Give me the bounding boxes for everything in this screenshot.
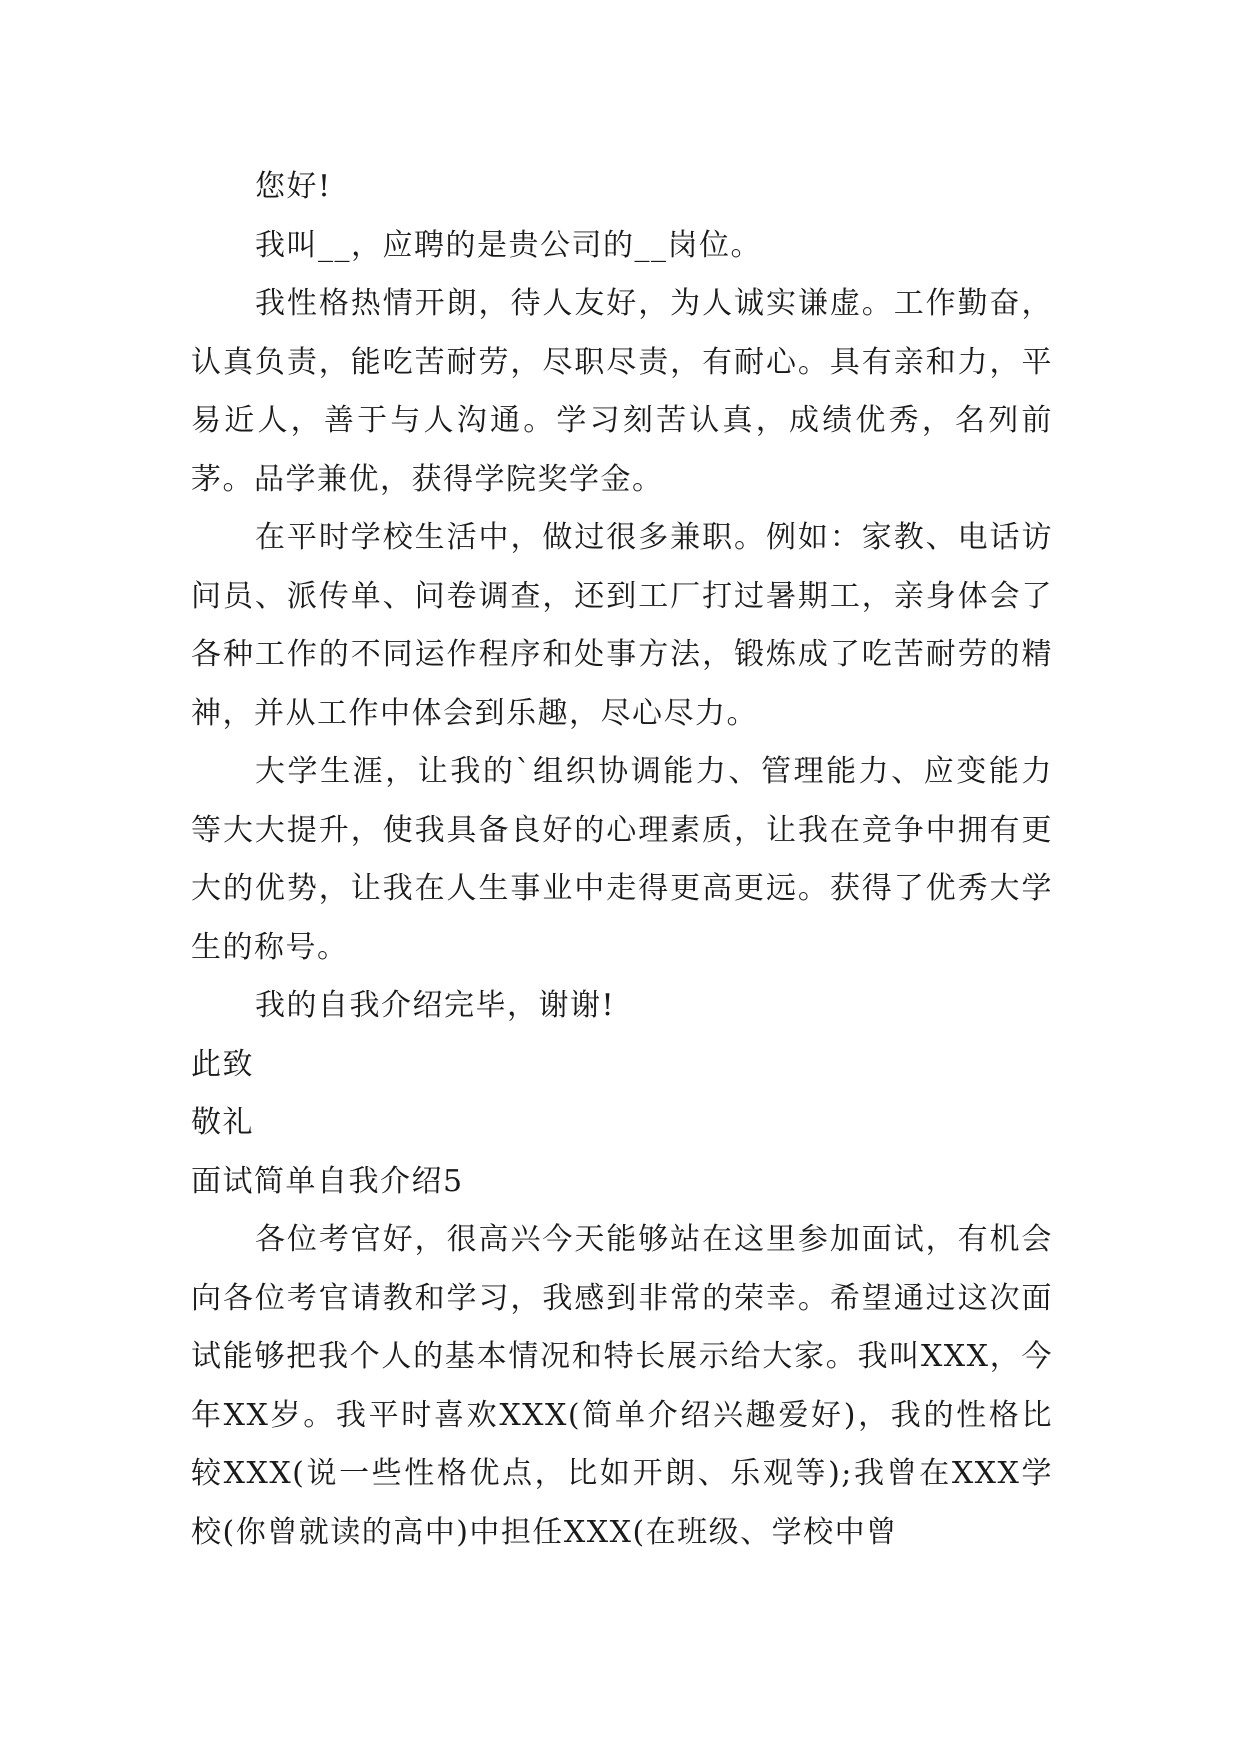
paragraph-university: 大学生涯，让我的`组织协调能力、管理能力、应变能力等大大提升，使我具备良好的心理素质，让我在竞争中拥有更大的优势，让我在人生事业中走得更高更远。获得了优秀大学生的称号。 <box>191 754 1053 965</box>
greeting: 您好! <box>255 169 332 204</box>
closing-line-1: 此致 <box>191 1046 254 1082</box>
section-title: 面试简单自我介绍5 <box>191 1163 464 1199</box>
closing-line-2: 敬礼 <box>191 1105 254 1140</box>
section-paragraph: 各位考官好，很高兴今天能够站在这里参加面试，有机会向各位考官请教和学习，我感到非常的荣幸。希望通过这次面试能够把我个人的基本情况和特长展示给大家。我叫XXX，今年XX岁。我平时喜欢XXX(简单介绍兴趣爱好)，我的性格比较XXX(说一些性格优点，比如开朗、乐观等);我曾在XXX学校(你曾就读的高中)中担任XXX(在班级、学校中曾 <box>191 1222 1053 1550</box>
document-body <box>191 158 1053 1562</box>
paragraph-intro: 我叫__，应聘的是贵公司的__岗位。 <box>255 227 762 263</box>
paragraph-personality: 我性格热情开朗，待人友好，为人诚实谦虚。工作勤奋，认真负责，能吃苦耐劳，尽职尽责，有耐心。具有亲和力，平易近人，善于与人沟通。学习刻苦认真，成绩优秀，名列前茅。品学兼优，获得学院奖学金。 <box>191 286 1053 497</box>
paragraph-ending: 我的自我介绍完毕，谢谢! <box>255 988 616 1023</box>
paragraph-part-time-jobs: 在平时学校生活中，做过很多兼职。例如：家教、电话访问员、派传单、问卷调查，还到工厂打过暑期工，亲身体会了各种工作的不同运作程序和处事方法，锻炼成了吃苦耐劳的精神，并从工作中体会到乐趣，尽心尽力。 <box>191 520 1053 731</box>
